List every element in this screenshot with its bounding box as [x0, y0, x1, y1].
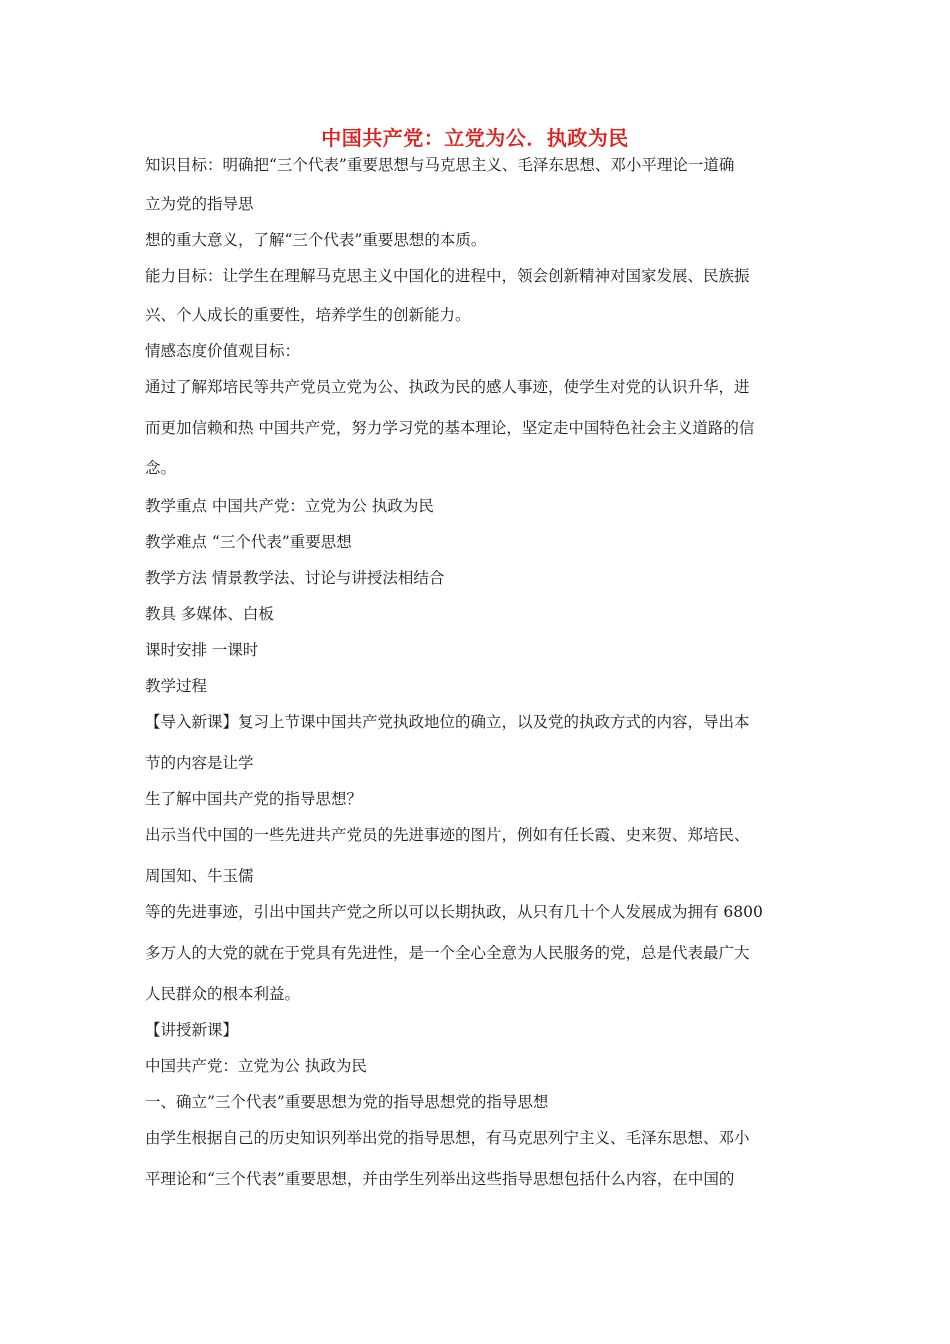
text-line: 生了解中国共产党的指导思想？ [145, 790, 363, 808]
text-line: 中国共产党：立党为公 执政为民 [145, 1057, 367, 1075]
text-line: 节的内容是让学 [145, 754, 254, 772]
text-line: 兴、个人成长的重要性，培养学生的创新能力。 [145, 306, 471, 324]
text-line: 教具 多媒体、白板 [145, 605, 274, 623]
text-line: 周国知、牛玉儒 [145, 867, 254, 885]
text-line: 情感态度价值观目标： [145, 342, 301, 360]
text-line: 【导入新课】复习上节课中国共产党执政地位的确立，以及党的执政方式的内容，导出本 [145, 713, 750, 731]
text-line: 等的先进事迹，引出中国共产党之所以可以长期执政，从只有几十个人发展成为拥有 6800 [145, 903, 763, 921]
text-line: 教学方法 情景教学法、讨论与讲授法相结合 [145, 569, 445, 587]
text-line: 想的重大意义，了解“三个代表”重要思想的本质。 [145, 231, 487, 249]
text-line: 平理论和“三个代表”重要思想，并由学生列举出这些指导思想包括什么内容，在中国的 [145, 1170, 735, 1188]
text-line: 由学生根据自己的历史知识列举出党的指导思想，有马克思列宁主义、毛泽东思想、邓小 [145, 1129, 750, 1147]
text-line: 教学过程 [145, 677, 208, 695]
text-line: 出示当代中国的一些先进共产党员的先进事迹的图片，例如有任长霞、史来贺、郑培民、 [145, 826, 750, 844]
text-line: 多万人的大党的就在于党具有先进性，是一个全心全意为人民服务的党，总是代表最广大 [145, 944, 750, 962]
text-line: 教学重点 中国共产党：立党为公 执政为民 [145, 497, 434, 515]
section-heading: 一、确立”三个代表”重要思想为党的指导思想党的指导思想 [145, 1093, 549, 1111]
document-title: 中国共产党：立党为公．执政为民 [321, 126, 629, 150]
text-line: 立为党的指导思 [145, 195, 254, 213]
text-line: 知识目标：明确把“三个代表”重要思想与马克思主义、毛泽东思想、邓小平理论一道确 [145, 156, 735, 174]
section-heading: 【讲授新课】 [145, 1021, 239, 1039]
text-line: 人民群众的根本利益。 [145, 985, 301, 1003]
text-line: 能力目标：让学生在理解马克思主义中国化的进程中，领会创新精神对国家发展、民族振 [145, 267, 750, 285]
text-line: 课时安排 一课时 [145, 641, 259, 659]
text-line: 念。 [145, 459, 177, 477]
text-line: 教学难点 “三个代表”重要思想 [145, 533, 352, 551]
text-line: 通过了解郑培民等共产党员立党为公、执政为民的感人事迹，使学生对党的认识升华，进 [145, 378, 750, 396]
text-line: 而更加信赖和热 中国共产党，努力学习党的基本理论，坚定走中国特色社会主义道路的信 [145, 419, 755, 437]
